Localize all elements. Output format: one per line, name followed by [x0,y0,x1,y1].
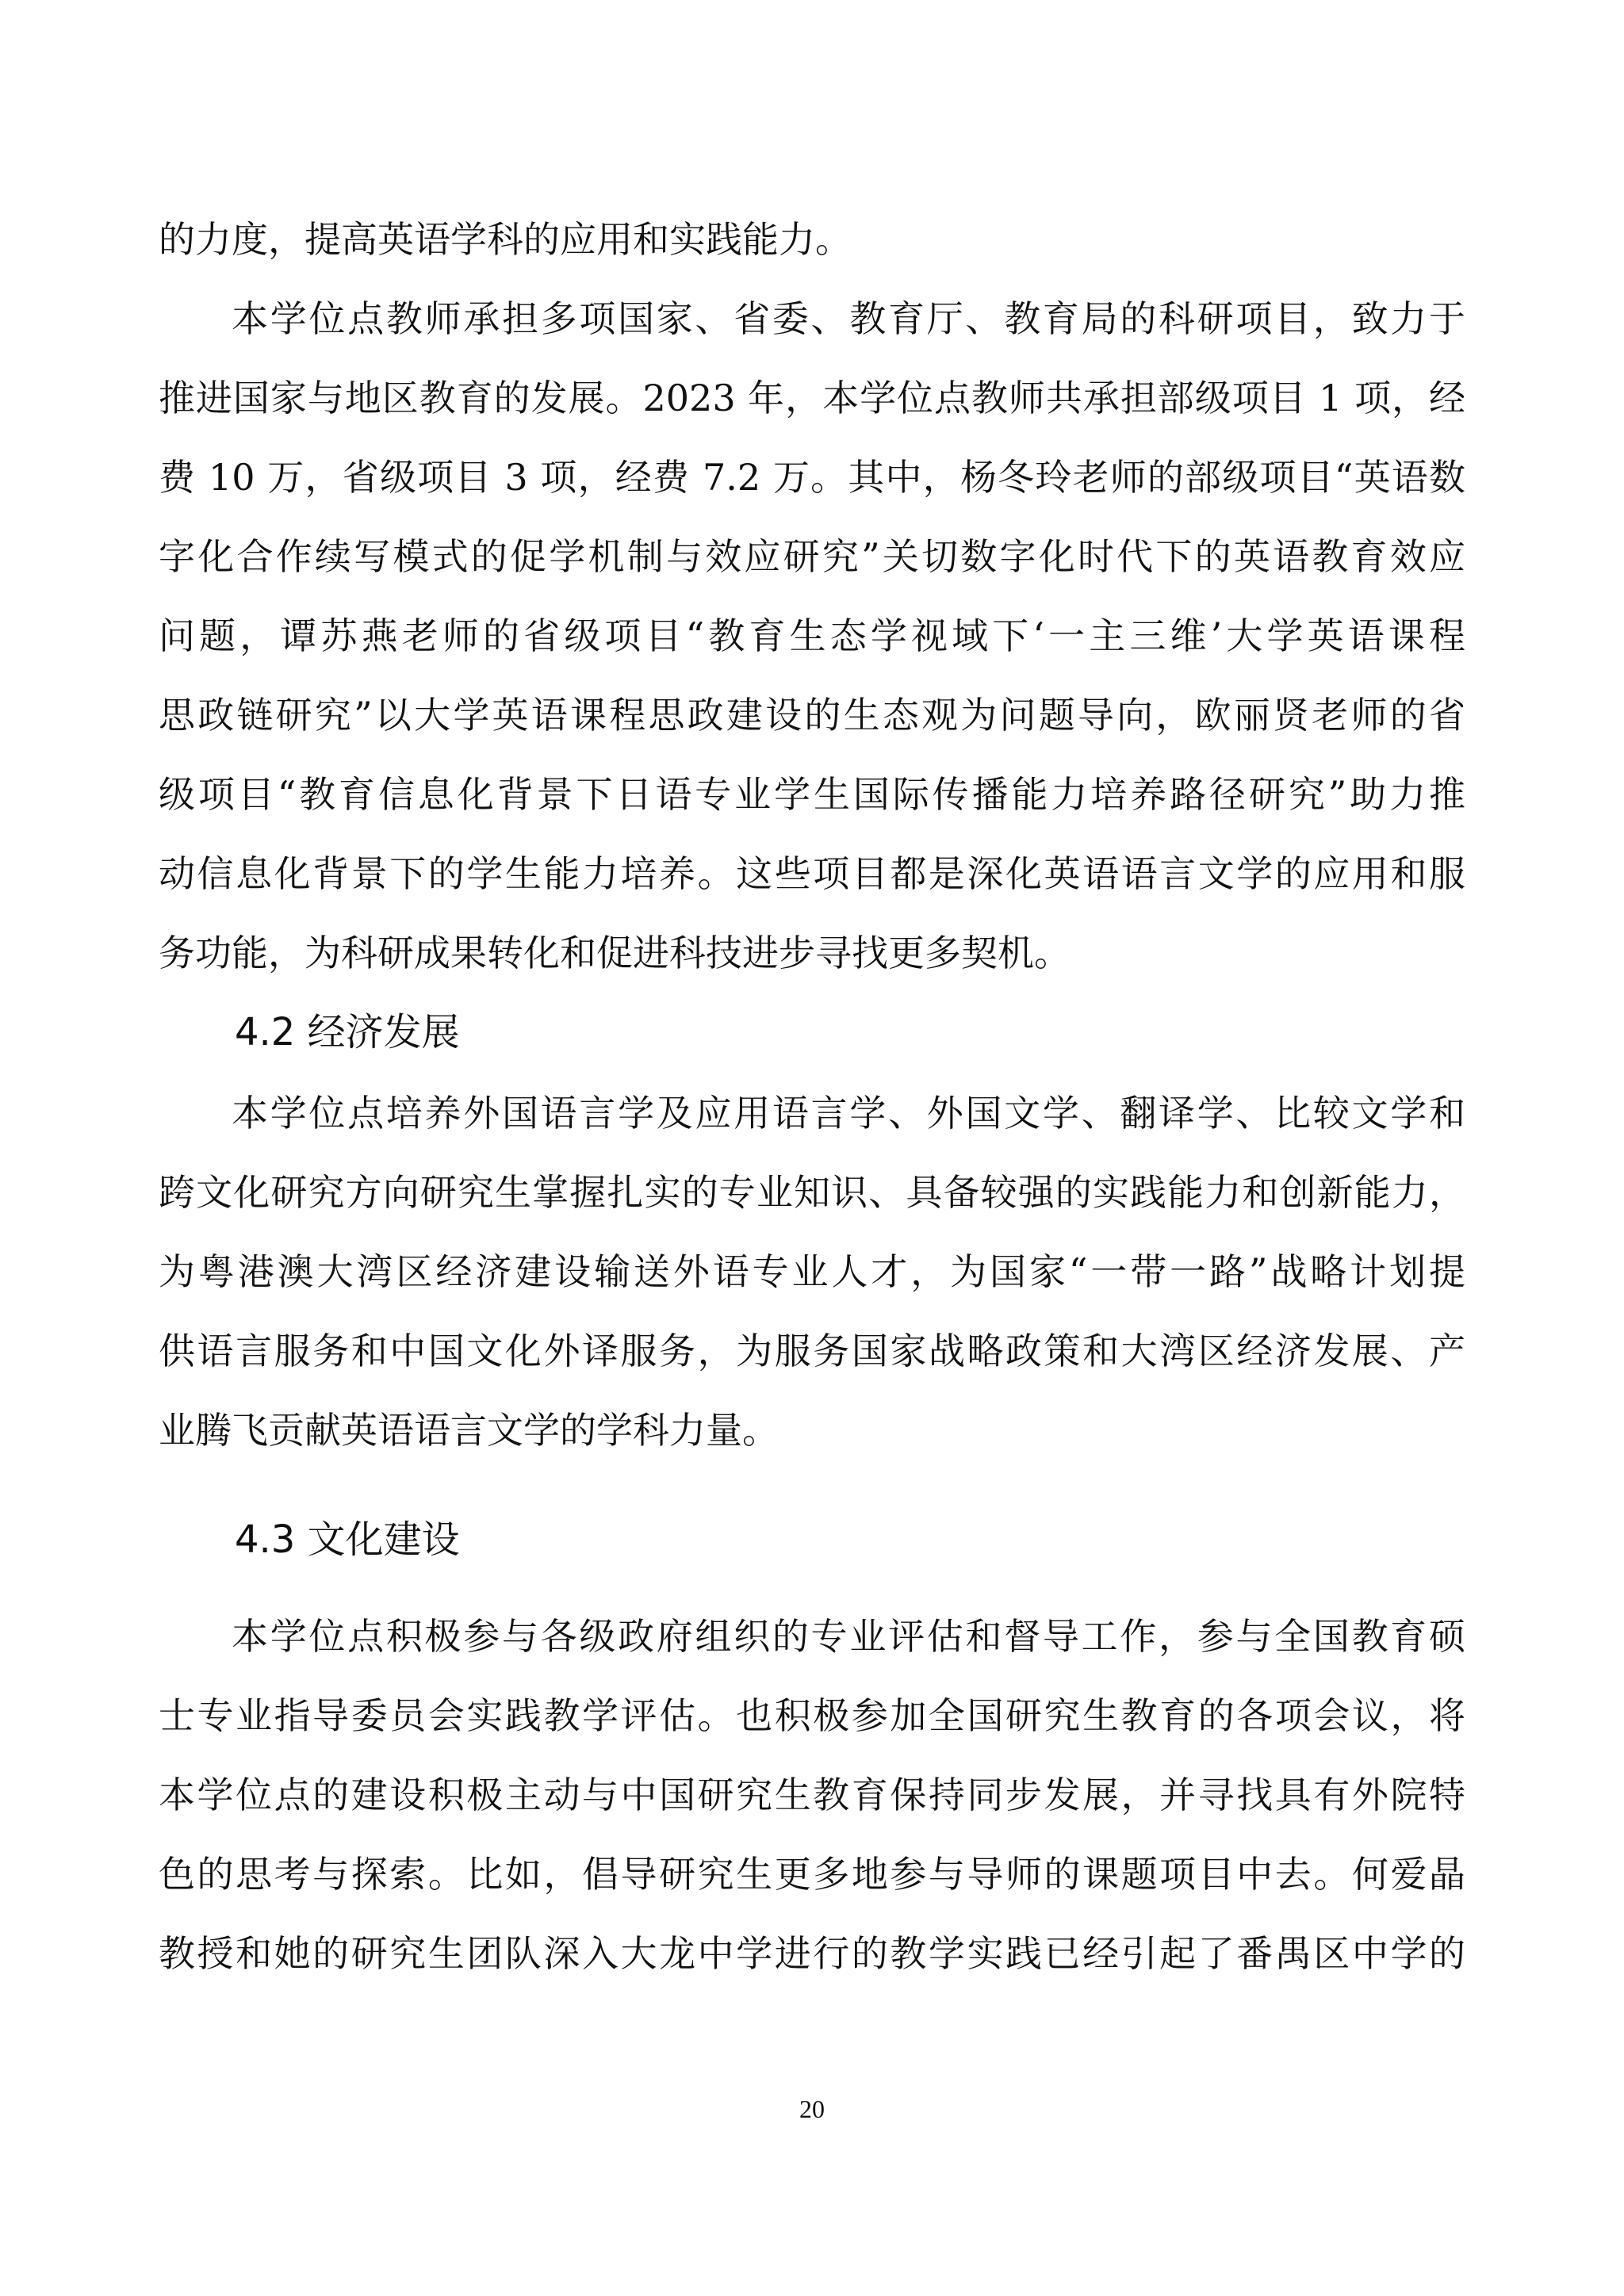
section-4-3-line-1: 本学位点积极参与各级政府组织的专业评估和督导工作，参与全国教育硕 [232,1615,1465,1658]
section-4-2-line-2: 跨文化研究方向研究生掌握扎实的专业知识、具备较强的实践能力和创新能力， [159,1171,1465,1214]
section-4-3-line-2: 士专业指导委员会实践教学评估。也积极参加全国研究生教育的各项会议，将 [159,1694,1465,1737]
section-4-2-line-1: 本学位点培养外国语言学及应用语言学、外国文学、翻译学、比较文学和 [232,1092,1465,1135]
section-4-3-line-3: 本学位点的建设积极主动与中国研究生教育保持同步发展，并寻找具有外院特 [159,1774,1465,1816]
page-number: 20 [799,2095,825,2123]
section-4-2-line-4: 供语言服务和中国文化外译服务，为服务国家战略政策和大湾区经济发展、产 [159,1330,1465,1372]
paragraph-2-line-5: 问题，谭苏燕老师的省级项目“教育生态学视域下‘一主三维’大学英语课程 [159,614,1465,657]
paragraph-2-line-7: 级项目“教育信息化背景下日语专业学生国际传播能力培养路径研究”助力推 [159,773,1465,816]
paragraph-2-line-2: 推进国家与地区教育的发展。2023 年，本学位点教师共承担部级项目 1 项，经 [159,377,1465,419]
section-heading-4-3: 4.3 文化建设 [235,1517,460,1562]
paragraph-2-line-1: 本学位点教师承担多项国家、省委、教育厅、教育局的科研项目，致力于 [232,297,1465,340]
paragraph-1-line-1: 的力度，提高英语学科的应用和实践能力。 [159,218,852,261]
section-4-3-line-5: 教授和她的研究生团队深入大龙中学进行的教学实践已经引起了番禺区中学的 [159,1932,1465,1975]
section-4-3-line-4: 色的思考与探索。比如，倡导研究生更多地参与导师的课题项目中去。何爱晶 [159,1853,1465,1896]
paragraph-2-line-3: 费 10 万，省级项目 3 项，经费 7.2 万。其中，杨冬玲老师的部级项目“英语数 [159,456,1465,499]
paragraph-2-line-4: 字化合作续写模式的促学机制与效应研究”关切数字化时代下的英语教育效应 [159,535,1465,578]
paragraph-2-line-9: 务功能，为科研成果转化和促进科技进步寻找更多契机。 [159,932,1071,974]
section-4-2-line-5: 业腾飞贡献英语语言文学的学科力量。 [159,1409,779,1452]
paragraph-2-line-6: 思政链研究”以大学英语课程思政建设的生态观为问题导向，欧丽贤老师的省 [159,694,1465,737]
paragraph-2-line-8: 动信息化背景下的学生能力培养。这些项目都是深化英语语言文学的应用和服 [159,852,1465,895]
section-4-2-line-3: 为粤港澳大湾区经济建设输送外语专业人才，为国家“一带一路”战略计划提 [159,1250,1465,1293]
section-heading-4-2: 4.2 经济发展 [235,1010,460,1054]
